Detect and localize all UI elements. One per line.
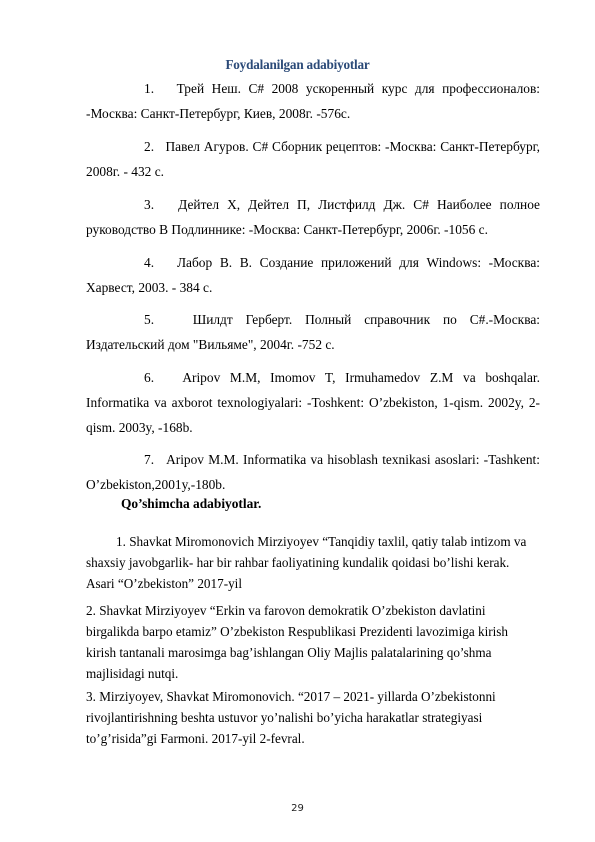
reference-number: 3. xyxy=(144,197,155,212)
reference-item xyxy=(86,307,540,357)
reference-item xyxy=(86,76,540,126)
additional-reference-item: 3. Mirziyoyev, Shavkat Miromonovich. “2017 – 2021- yillarda O’zbekistonni rivojlantirishning beshta ustuvor yo’nalishi bo’yicha harakatlar strategiyasi to’g’risida”gi Farmoni. 2017-yil 2-fevral. xyxy=(86,689,496,746)
reference-text: Дейтел Х, Дейтел П, Листфилд Дж. C# Наиболее полное руководство В Подлиннике: -Москва: Санкт-Петербург, 2006г. -1056 с. xyxy=(86,197,540,237)
reference-number: 7. xyxy=(144,452,155,467)
reference-number: 1. xyxy=(144,81,155,96)
reference-text: Павел Агуров. C# Сборник рецептов: -Москва: Санкт-Петербург, 2008г. - 432 с. xyxy=(86,139,540,179)
reference-text: Трей Неш. C# 2008 ускоренный курс для профессионалов: -Москва: Санкт-Петербург, Киев, 2008г. -576с. xyxy=(86,81,541,121)
reference-item xyxy=(86,192,540,242)
reference-item xyxy=(86,365,540,440)
reference-number: 4. xyxy=(144,255,155,270)
reference-item xyxy=(86,134,540,184)
reference-text: Шилдт Герберт. Полный справочник по C#.-Москва: Издательский дом "Вильяме", 2004г. -752 с. xyxy=(86,312,540,352)
references-heading: Foydalanilgan adabiyotlar xyxy=(225,57,370,72)
reference-number: 2. xyxy=(144,139,155,154)
reference-item xyxy=(86,447,540,497)
reference-text: Лабор В. В. Создание приложений для Windows: -Москва: Харвест, 2003. - 384 с. xyxy=(86,255,541,295)
reference-text: Aripov M.M, Imomov T, Irmuhamedov Z.M va boshqalar. Informatika va axborot texnologiyalari: -Toshkent: O’zbekiston, 1-qism. 2002y, 2-qism. 2003y, -168b. xyxy=(86,370,540,435)
reference-number: 5. xyxy=(144,312,155,327)
reference-number: 6. xyxy=(144,370,155,385)
reference-text: Aripov M.M. Informatika va hisoblash texnikasi asoslari: -Tashkent: O’zbekiston,2001y,-180b. xyxy=(86,452,540,492)
additional-reference-item: 2. Shavkat Mirziyoyev “Erkin va farovon demokratik O’zbekiston davlatini birgalikda barpo etamiz” O’zbekiston Respublikasi Prezidenti lavozimiga kirish kirish tantanali marosimga bag’ishlangan Oliy Majlis palatalarining qo’shma majlisidagi nutqi. xyxy=(86,603,509,681)
additional-reference-item: 1. Shavkat Miromonovich Mirziyoyev “Tanqidiy taxlil, qatiy talab intizom va shaxsiy javobgarlik- har bir rahbar faoliyatining kundalik qoidasi bo’lishi kerak. Asari “O’zbekiston” 2017-yil xyxy=(86,534,527,591)
additional-references-heading: Qo’shimcha adabiyotlar. xyxy=(121,496,262,511)
reference-item xyxy=(86,250,540,300)
page-number: 29 xyxy=(291,803,304,814)
